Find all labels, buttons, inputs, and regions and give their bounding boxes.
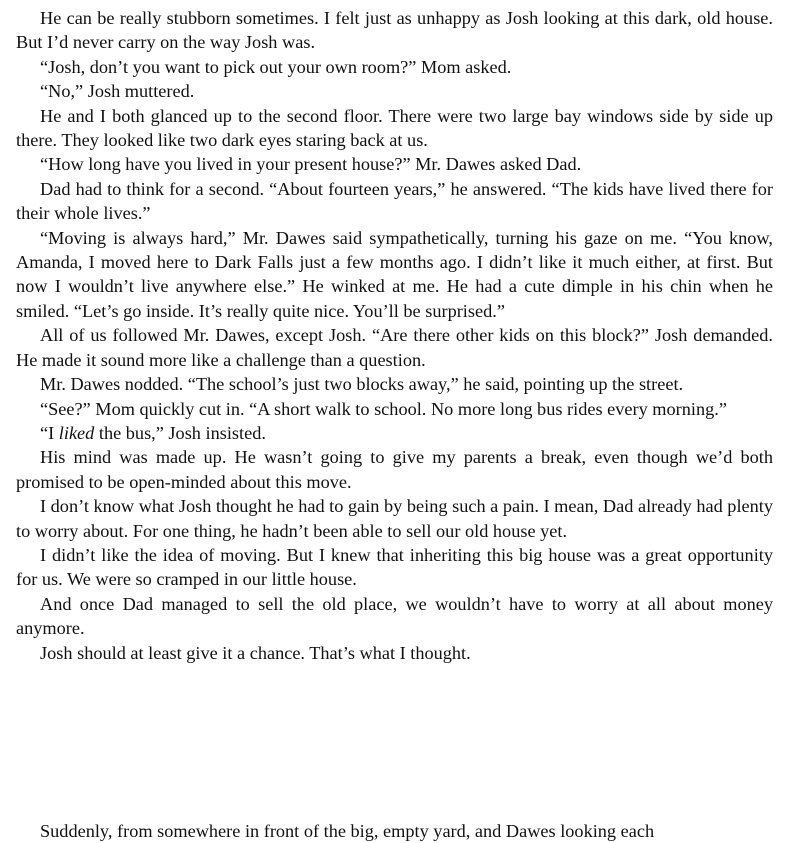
paragraph: Josh should at least give it a chance. That’s what I thought. (40, 642, 471, 663)
cut-off-line: Suddenly, from somewhere in front of the big, empty yard, and Dawes looking each (40, 821, 655, 841)
paragraph: “How long have you lived in your present house?” Mr. Dawes asked Dad. (40, 154, 582, 175)
book-page-text (16, 6, 773, 665)
paragraph: “Josh, don’t you want to pick out your own room?” Mom asked. (40, 56, 512, 77)
paragraph: And once Dad managed to sell the old place, we wouldn’t have to worry at all about money anymore. (16, 593, 773, 639)
paragraph-liked-bus (16, 421, 773, 445)
paragraph: I didn’t like the idea of moving. But I knew that inheriting this big house was a great opportunity for us. We were so cramped in our little house. (16, 544, 773, 590)
paragraph: I don’t know what Josh thought he had to gain by being such a pain. I mean, Dad already had plenty to worry about. For one thing, he hadn’t been able to sell our old house yet. (16, 496, 773, 541)
paragraph: Mr. Dawes nodded. “The school’s just two blocks away,” he said, pointing up the street. (40, 374, 684, 395)
paragraph: “See?” Mom quickly cut in. “A short walk to school. No more long bus rides every morning.” (40, 398, 727, 419)
liked-after: the bus,” Josh insisted. (94, 422, 266, 443)
liked-before: “I (40, 422, 59, 443)
paragraph: “Moving is always hard,” Mr. Dawes said sympathetically, turning his gaze on me. “You know, Amanda, I moved here to Dark Falls just a few months ago. I didn’t like it much either, at first. But now I wouldn’t live anywhere else.” He winked at me. He had a cute dimple in his chin when he smiled. “Let’s go inside. It’s really quite nice. You’ll be surprised.” (16, 227, 773, 321)
liked-emphasis: liked (58, 422, 95, 443)
paragraph: All of us followed Mr. Dawes, except Josh. “Are there other kids on this block?” Josh demanded. He made it sound more like a challenge than a question. (16, 325, 773, 370)
paragraph: He can be really stubborn sometimes. I felt just as unhappy as Josh looking at this dark, old house. But I’d never carry on the way Josh was. (16, 8, 773, 53)
paragraph: He and I both glanced up to the second floor. There were two large bay windows side by side up there. They looked like two dark eyes staring back at us. (16, 105, 773, 151)
paragraph: “No,” Josh muttered. (40, 81, 195, 102)
paragraph: Dad had to think for a second. “About fourteen years,” he answered. “The kids have lived there for their whole lives.” (16, 178, 773, 224)
paragraph: His mind was made up. He wasn’t going to give my parents a break, even though we’d both promised to be open-minded about this move. (16, 447, 773, 492)
